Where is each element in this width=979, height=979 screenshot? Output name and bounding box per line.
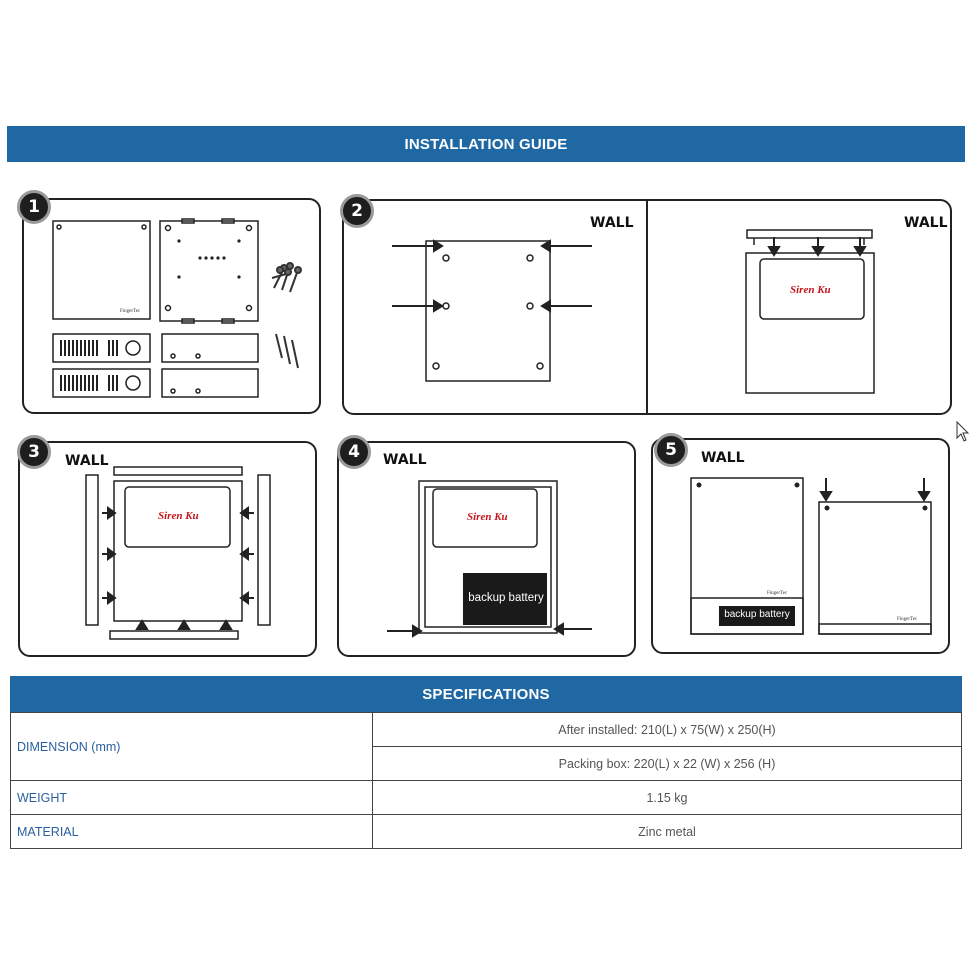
step-3-badge: 3	[17, 435, 51, 469]
weight-label: WEIGHT	[11, 781, 373, 815]
specifications-table	[10, 712, 962, 849]
step-1-parts-illustration	[22, 198, 321, 414]
step-4-battery-illustration	[337, 441, 636, 657]
step-4-badge: 4	[337, 435, 371, 469]
step-3-wall-label: WALL	[65, 453, 109, 469]
step-5-wall-label: WALL	[701, 450, 745, 466]
mouse-cursor-icon	[956, 421, 970, 443]
dimension-installed-value: After installed: 210(L) x 75(W) x 250(H)	[373, 713, 962, 747]
svg-text:FingerTec: FingerTec	[767, 591, 788, 596]
step-2-wall-label-right: WALL	[904, 215, 948, 231]
step-3-assembly-illustration	[18, 441, 317, 657]
svg-text:Siren Ku: Siren Ku	[467, 511, 508, 523]
material-value: Zinc metal	[373, 815, 962, 849]
specifications-header	[10, 676, 962, 712]
svg-text:FingerTec: FingerTec	[897, 617, 918, 622]
step-2-mounting-illustration	[342, 199, 952, 415]
dimension-packing-value: Packing box: 220(L) x 22 (W) x 256 (H)	[373, 747, 962, 781]
step-5-closing-illustration	[651, 438, 950, 654]
step-4-battery-label: backup battery	[468, 592, 544, 604]
step-2-wall-label-left: WALL	[590, 215, 634, 231]
step-5-badge: 5	[654, 433, 688, 467]
svg-text:FingerTec: FingerTec	[120, 309, 141, 314]
installation-guide-header	[7, 126, 965, 162]
step-2-badge: 2	[340, 194, 374, 228]
material-label: MATERIAL	[11, 815, 373, 849]
table-row	[11, 713, 962, 747]
table-row	[11, 781, 962, 815]
step-4-wall-label: WALL	[383, 452, 427, 468]
step-5-battery-label: backup battery	[724, 609, 790, 620]
installation-guide-title: INSTALLATION GUIDE	[404, 135, 568, 153]
svg-text:Siren Ku: Siren Ku	[790, 284, 831, 296]
step-1-badge: 1	[17, 190, 51, 224]
svg-text:Siren Ku: Siren Ku	[158, 510, 199, 522]
specifications-title: SPECIFICATIONS	[422, 685, 550, 703]
weight-value: 1.15 kg	[373, 781, 962, 815]
table-row	[11, 815, 962, 849]
dimension-label: DIMENSION (mm)	[11, 713, 373, 781]
